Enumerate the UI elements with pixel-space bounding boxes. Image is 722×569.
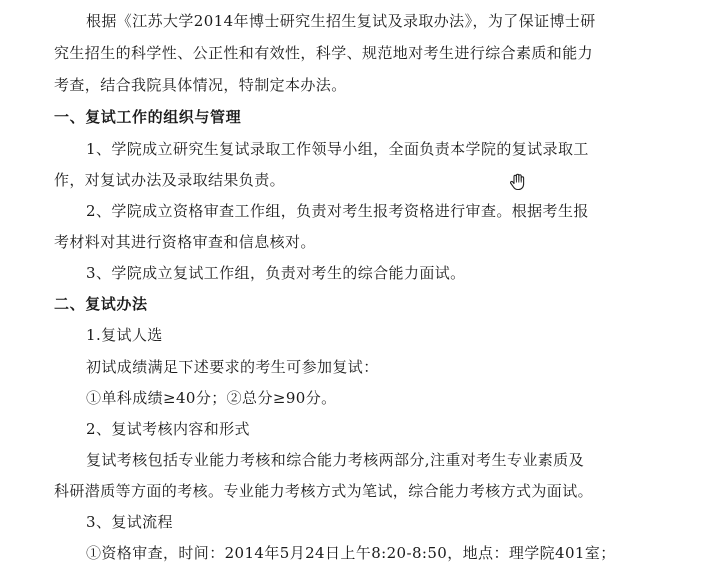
- candidates-requirement: 初试成绩满足下述要求的考生可参加复试：: [86, 358, 379, 376]
- intro-paragraph-line-1: 根据《江苏大学2014年博士研究生招生复试及录取办法》，为了保证博士研: [86, 12, 596, 30]
- item-2-line-2: 考材料对其进行资格审查和信息核对。: [54, 233, 316, 251]
- subheading-candidates: 1.复试人选: [86, 326, 163, 344]
- item-2-line-1: 2、学院成立资格审查工作组，负责对考生报考资格进行审查。根据考生报: [86, 202, 589, 220]
- hand-pointer-icon: [508, 172, 528, 192]
- score-criteria: ①单科成绩≥40分；②总分≥90分。: [86, 389, 337, 407]
- section-heading-method: 二、复试办法: [54, 295, 148, 313]
- subheading-content-form: 2、复试考核内容和形式: [86, 420, 250, 438]
- item-3-line-1: 3、学院成立复试工作组，负责对考生的综合能力面试。: [86, 264, 466, 282]
- section-heading-organization: 一、复试工作的组织与管理: [54, 108, 242, 126]
- intro-paragraph-line-3: 考查，结合我院具体情况，特制定本办法。: [54, 76, 347, 94]
- item-1-line-2: 作，对复试办法及录取结果负责。: [54, 171, 286, 189]
- content-form-line-2: 科研潜质等方面的考核。专业能力考核方式为笔试，综合能力考核方式为面试。: [54, 482, 594, 500]
- subheading-process: 3、复试流程: [86, 513, 173, 531]
- intro-paragraph-line-2: 究生招生的科学性、公正性和有效性，科学、规范地对考生进行综合素质和能力: [54, 44, 594, 62]
- process-step-1: ①资格审查，时间：2014年5月24日上午8:20-8:50，地点：理学院401室；: [86, 544, 616, 562]
- content-form-line-1: 复试考核包括专业能力考核和综合能力考核两部分,注重对考生专业素质及: [86, 451, 584, 469]
- item-1-line-1: 1、学院成立研究生复试录取工作领导小组，全面负责本学院的复试录取工: [86, 140, 589, 158]
